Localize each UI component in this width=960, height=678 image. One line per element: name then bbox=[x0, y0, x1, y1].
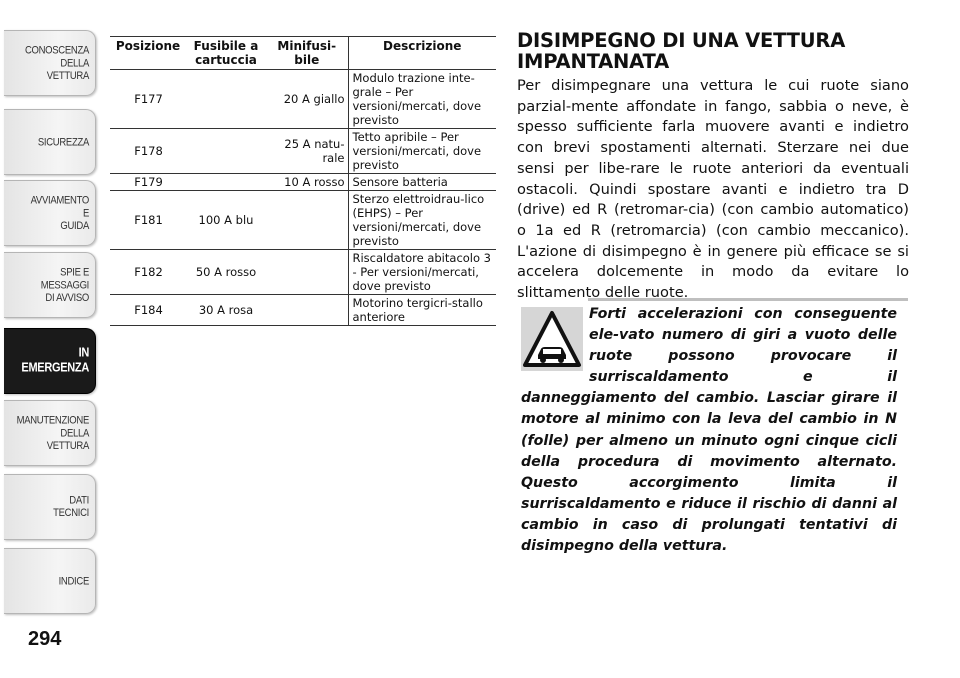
warning-text: Forti accelerazioni con conseguente ele-vato numero di giri a vuoto delle ruote possono provocare il surriscaldamento e il danneggiamento del cambio. Lasciar girare il motore al minimo con la leva del cambio in N (folle) per almeno un minuto ogni cinque cicli della procedura di movimento alternato. Questo accorgimento limita il surriscaldamento e riduce il rischio di danni al cambio in caso di prolungati tentativi di disimpegno della vettura. bbox=[521, 306, 897, 555]
cell-cartridge-fuse bbox=[186, 129, 266, 174]
cell-cartridge-fuse: 30 A rosa bbox=[186, 295, 266, 326]
cell-position: F182 bbox=[110, 250, 186, 295]
section-title: DISIMPEGNO DI UNA VETTURA IMPANTANATA bbox=[517, 29, 846, 73]
cell-description: Modulo trazione inte-grale – Per versioni/mercati, dove previsto bbox=[348, 70, 496, 129]
cell-mini-fuse: 20 A giallo bbox=[266, 70, 348, 129]
tab-in-emergenza[interactable] bbox=[4, 328, 96, 394]
warning-divider bbox=[588, 298, 908, 301]
tab-spie-e-messaggi[interactable] bbox=[4, 252, 96, 318]
cell-mini-fuse: 10 A rosso bbox=[266, 174, 348, 191]
section-body: Per disimpegnare una vettura le cui ruote siano parzial-mente affondate in fango, sabbia o neve, è spesso sufficiente farla muovere avanti e indietro con brevi spostamenti alternati. Sterzare nei due sensi per libe-rare le ruote anteriori da eventuali ostacoli. Quindi spostare avanti e indietro tra D (drive) ed R (retromar-cia) (con cambio automatico) o 1a ed R (retromarcia) (con cambio meccanico). L'azione di disimpegno è in genere più efficace se si accelera dolcemente in modo da evitare lo slittamento delle ruote. bbox=[517, 77, 909, 302]
tab-label: IN EMERGENZA bbox=[21, 346, 89, 375]
cell-description: Tetto apribile – Per versioni/mercati, dove previsto bbox=[348, 129, 496, 174]
cell-position: F178 bbox=[110, 129, 186, 174]
tab-conoscenza-della-vettura[interactable] bbox=[4, 30, 96, 96]
column-header-fusibile: Fusibile a cartuccia bbox=[186, 37, 266, 70]
cell-position: F177 bbox=[110, 70, 186, 129]
cell-cartridge-fuse: 100 A blu bbox=[186, 191, 266, 250]
cell-cartridge-fuse bbox=[186, 174, 266, 191]
tab-label: SPIE E MESSAGGI DI AVVISO bbox=[40, 266, 89, 304]
cell-cartridge-fuse bbox=[186, 70, 266, 129]
column-header-posizione: Posizione bbox=[110, 37, 186, 70]
table-row bbox=[110, 250, 496, 295]
tab-label: MANUTENZIONE DELLA VETTURA bbox=[16, 414, 89, 452]
table-header-row bbox=[110, 37, 496, 70]
page-number: 294 bbox=[28, 628, 62, 650]
cell-mini-fuse bbox=[266, 250, 348, 295]
tab-label: CONOSCENZA DELLA VETTURA bbox=[24, 44, 89, 82]
cell-description: Sterzo elettroidrau-lico (EHPS) – Per versioni/mercati, dove previsto bbox=[348, 191, 496, 250]
cell-mini-fuse: 25 A natu-rale bbox=[266, 129, 348, 174]
chapter-sidebar bbox=[0, 0, 100, 678]
tab-label: SICUREZZA bbox=[37, 135, 89, 149]
tab-label: DATI TECNICI bbox=[53, 494, 89, 520]
fuse-table bbox=[110, 36, 496, 326]
column-header-descrizione: Descrizione bbox=[348, 37, 496, 70]
cell-description: Riscaldatore abitacolo 3 - Per versioni/mercati, dove previsto bbox=[348, 250, 496, 295]
cell-position: F179 bbox=[110, 174, 186, 191]
cell-cartridge-fuse: 50 A rosso bbox=[186, 250, 266, 295]
cell-description: Motorino tergicri-stallo anteriore bbox=[348, 295, 496, 326]
cell-mini-fuse bbox=[266, 191, 348, 250]
table-row bbox=[110, 174, 496, 191]
cell-position: F181 bbox=[110, 191, 186, 250]
tab-manutenzione-della-vettura[interactable] bbox=[4, 400, 96, 466]
tab-label: AVVIAMENTO E GUIDA bbox=[30, 194, 89, 232]
cell-position: F184 bbox=[110, 295, 186, 326]
tab-indice[interactable] bbox=[4, 548, 96, 614]
cell-description: Sensore batteria bbox=[348, 174, 496, 191]
table-row bbox=[110, 295, 496, 326]
tab-avviamento-e-guida[interactable] bbox=[4, 180, 96, 246]
tab-label: INDICE bbox=[58, 574, 89, 588]
table-row bbox=[110, 129, 496, 174]
cell-mini-fuse bbox=[266, 295, 348, 326]
tab-sicurezza[interactable] bbox=[4, 109, 96, 175]
column-header-minifusibile: Minifusi-bile bbox=[266, 37, 348, 70]
table-row bbox=[110, 191, 496, 250]
table-row bbox=[110, 70, 496, 129]
tab-dati-tecnici[interactable] bbox=[4, 474, 96, 540]
